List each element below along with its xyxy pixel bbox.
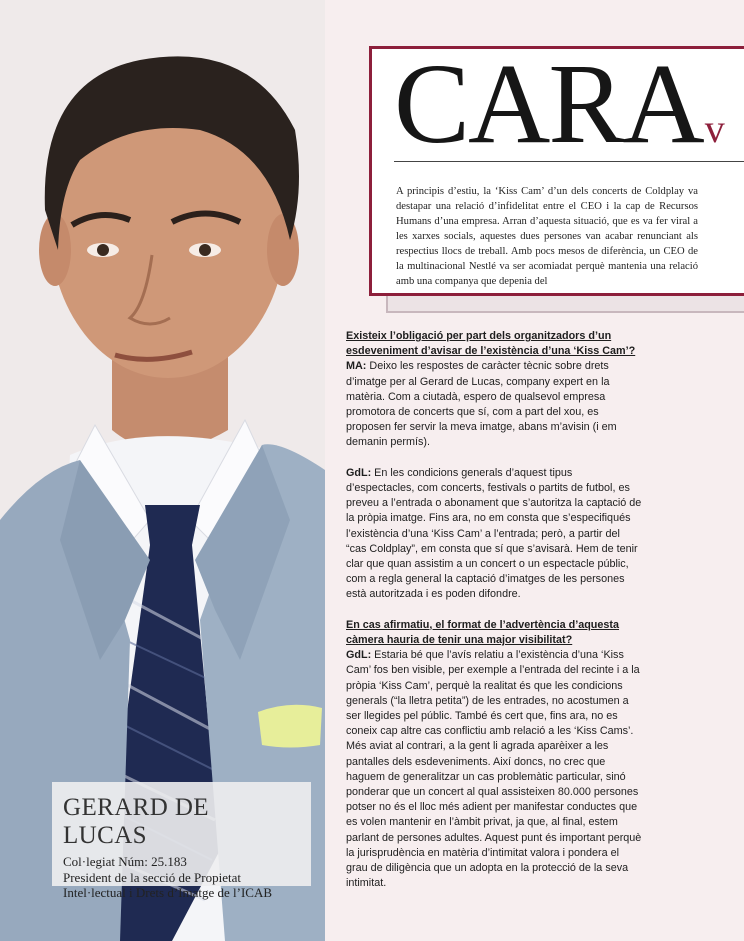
qa-block-1 [346,329,642,451]
qa-block-2 [346,466,642,603]
headline [394,40,725,184]
question-1: Existeix l’obligació per part dels organitzadors d’un esdeveniment d’avisar de l’existència d’una ‘Kiss Cam’? [346,330,636,358]
intro-paragraph: A principis d’estiu, la ‘Kiss Cam’ d’un dels concerts de Coldplay va destapar una relació d’infidelitat entre el CEO i la cap de Recursos Humans d’una empresa. Arran d’aquesta situació, que es va fer viral a les xarxes socials, aquestes dues persones van acabar renunciant als respectius llocs de treball. Amb pocs mesos de diferència, un CEO de la multinacional Nestlé va ser acomiadat perquè mantenia una relació amb una companya que depenia del [396,186,698,287]
answer-1: Deixo les respostes de caràcter tècnic sobre drets d’imatge per al Gerard de Lucas, company expert en la matèria. Com a ciutadà, espero de qualsevol empresa promotora de concerts que sí, com a part del xou, es proposen fer servir la meva imatge, abans m’avisin (i em demanin permís). [346,360,617,449]
answer-1-speaker: MA: [346,360,367,373]
answer-3-speaker: GdL: [346,649,372,662]
answer-2: En les condicions generals d’aquest tipus d’espectacles, com concerts, festivals o partits de futbol, es preveu a l’entrada o abonament que s’autoritza la captació de la pròpia imatge. Fins ara, no em consta que s’especifiqués l’existència d’una ‘Kiss Cam’ a l’entrada; però, a partir del “cas Coldplay”, em consta que sí que s’avisarà. Hem de tenir clar que quan assistim a un concert o un espectacle públic, com a regla general la captació d’imatges de les persones està autoritzada i es poden difondre. [346,466,642,601]
headline-rule [394,161,744,162]
headline-tail: v [704,106,725,151]
headline-word: CARA [394,40,703,167]
question-2: En cas afirmatiu, el format de l’advertència d’aquesta càmera hauria de tenir una major visibilitat? [346,618,620,647]
person-caption [52,782,311,900]
person-name: GERARD DE LUCAS [63,794,209,849]
answer-2-speaker: GdL: [346,466,372,479]
interview-text [346,329,642,907]
qa-block-3 [346,618,642,892]
person-role-line-2: Intel·lectual i Drets d’Imatge de l’ICAB [63,885,273,900]
person-membership: Col·legiat Núm: 25.183 [63,854,187,869]
person-role-line-1: President de la secció de Propietat [63,869,241,885]
title-box [369,40,744,296]
answer-3: Estaria bé que l’avís relatiu a l’existència d’una ‘Kiss Cam’ fos ben visible, per exemple a l’entrada del recinte i a la pròpia ‘Kiss Cam’, perquè la realitat és que les condicions generals (“la lletra petita”) de les entrades, no acostumen a ser llegides pel públic. També és cert que, fins ara, no es coneix cap altre cas conflictiu amb relació a les ‘Kiss Cams’. Més aviat al contrari, a la gent li agrada aparèixer a les pantalles dels esdeveniments. Així doncs, no crec que haguem de generalitzar un cas problemàtic particular, sinó ponderar que un concert al qual assisteixen 80.000 persones potser no és el lloc més adient per manifestar conductes que es volen mantenir en l’àmbit privat, ja que, al final, estem parlant de persones adultes. Aquest punt és important perquè la jurisprudència en matèria d’intimitat valora i pondera el grau de diligència que un adopta en la protecció de la seva intimitat. [346,649,642,890]
